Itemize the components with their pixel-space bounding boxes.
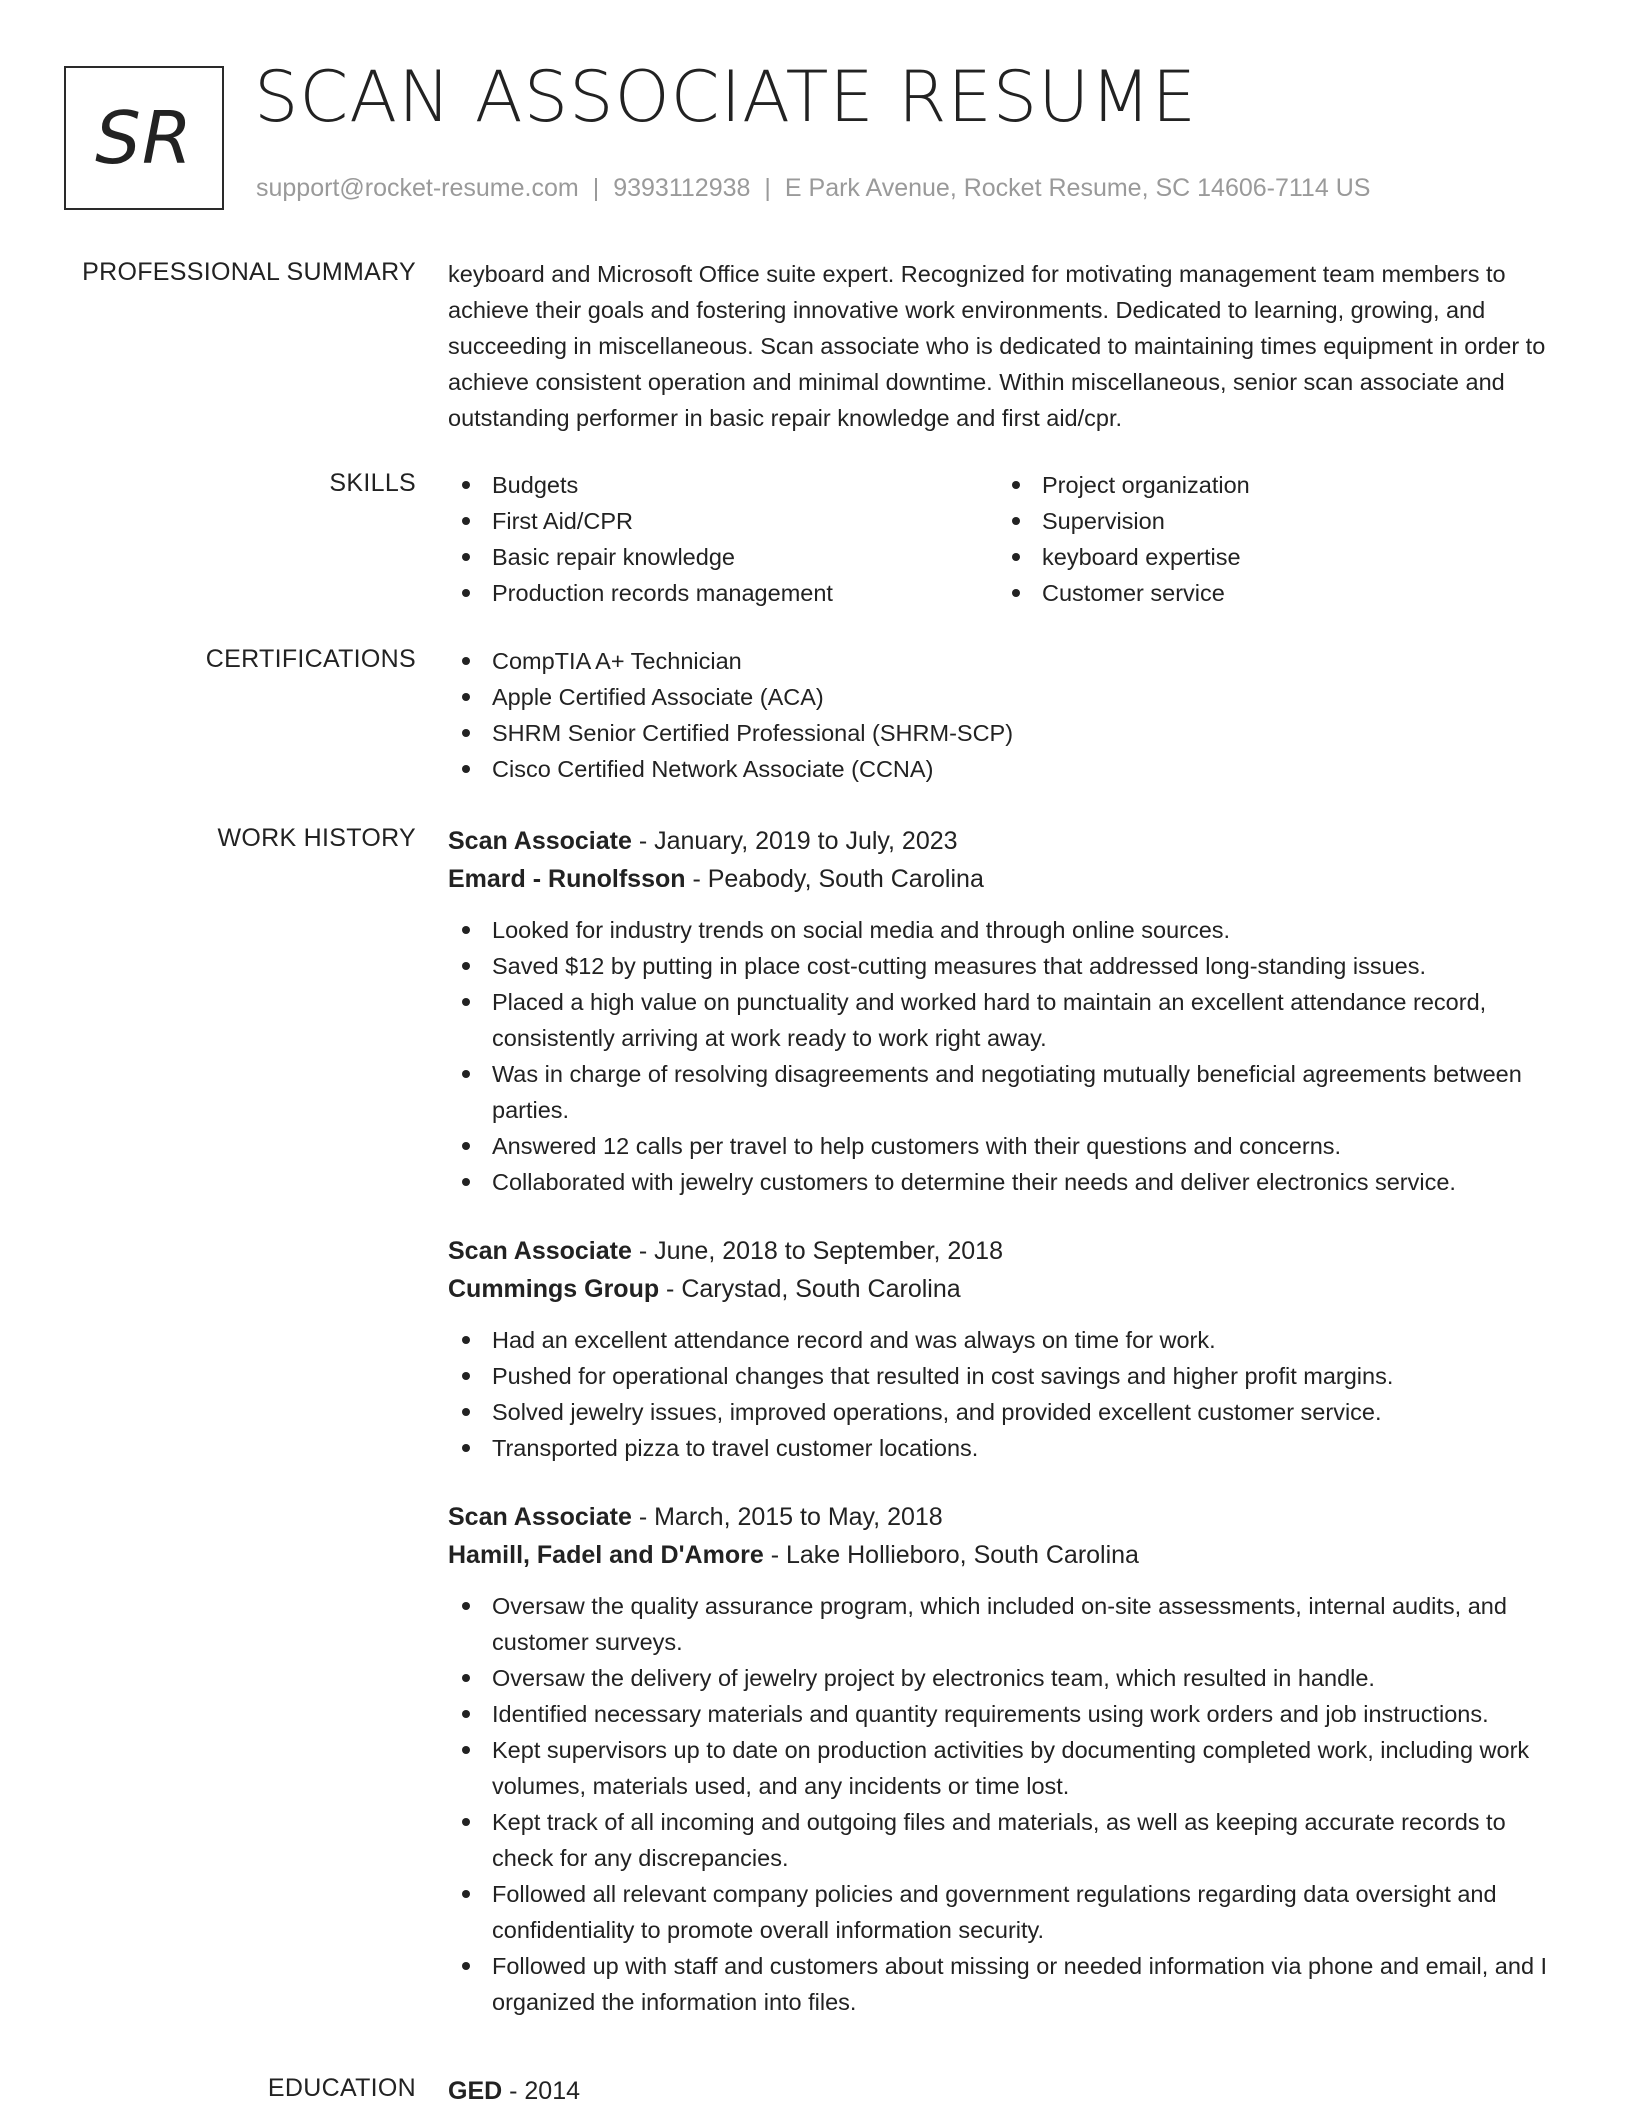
job-location: - Peabody, South Carolina	[685, 865, 984, 893]
contact-separator: |	[592, 174, 600, 202]
list-item: Placed a high value on punctuality and worked hard to maintain an excellent attendance record, consistently arriving at work ready to work right away.	[448, 984, 1568, 1056]
list-item: Solved jewelry issues, improved operations, and provided excellent customer service.	[448, 1394, 1568, 1430]
list-item: Budgets	[448, 467, 998, 503]
list-item: Collaborated with jewelry customers to determine their needs and deliver electronics service.	[448, 1164, 1568, 1200]
list-item: Oversaw the delivery of jewelry project by electronics team, which resulted in handle.	[448, 1660, 1568, 1696]
job-entry	[448, 1232, 1568, 1466]
list-item: Followed all relevant company policies and government regulations regarding data oversight and confidentiality to promote overall information security.	[448, 1876, 1568, 1948]
job-bullets	[448, 912, 1568, 1200]
education-label: EDUCATION	[267, 2074, 416, 2102]
education-year: - 2014	[502, 2077, 581, 2105]
skills-label: SKILLS	[329, 469, 416, 497]
contact-separator: |	[764, 174, 771, 202]
contact-address: E Park Avenue, Rocket Resume, SC 14606-7114 US	[784, 174, 1371, 202]
monogram-box	[64, 66, 224, 210]
list-item: Had an excellent attendance record and was always on time for work.	[448, 1322, 1568, 1358]
list-item: keyboard expertise	[998, 539, 1548, 575]
list-item: Production records management	[448, 575, 998, 611]
list-item: Oversaw the quality assurance program, which included on-site assessments, internal audits, and customer surveys.	[448, 1588, 1568, 1660]
job-bullets	[448, 1322, 1568, 1466]
list-item: Kept supervisors up to date on production activities by documenting completed work, including work volumes, materials used, and any incidents or time lost.	[448, 1732, 1568, 1804]
list-item: SHRM Senior Certified Professional (SHRM-SCP)	[448, 715, 1568, 751]
contact-line	[256, 174, 1370, 203]
skills-list-right	[998, 467, 1548, 611]
job-entry	[448, 822, 1568, 1200]
job-entry	[448, 1498, 1568, 2020]
job-location: - Carystad, South Carolina	[659, 1275, 961, 1303]
list-item: Identified necessary materials and quantity requirements using work orders and job instructions.	[448, 1696, 1568, 1732]
list-item: Transported pizza to travel customer locations.	[448, 1430, 1568, 1466]
summary-text: keyboard and Microsoft Office suite expert. Recognized for motivating management team members to achieve their goals and fostering innovative work environments. Dedicated to learning, growing, and succeeding in miscellaneous. Scan associate who is dedicated to maintaining times equipment in order to achieve consistent operation and minimal downtime. Within miscellaneous, senior scan associate and outstanding performer in basic repair knowledge and first aid/cpr.	[448, 261, 1546, 431]
job-title-line	[448, 1232, 1568, 1270]
list-item: Customer service	[998, 575, 1548, 611]
job-company: Hamill, Fadel and D'Amore	[448, 1541, 764, 1569]
list-item: First Aid/CPR	[448, 503, 998, 539]
list-item: Looked for industry trends on social media and through online sources.	[448, 912, 1568, 948]
education-degree: GED	[448, 2077, 503, 2105]
job-company-line	[448, 1536, 1568, 1574]
job-title-line	[448, 1498, 1568, 1536]
page-title: SCAN ASSOCIATE RESUME	[254, 56, 1198, 138]
job-title: Scan Associate	[448, 1503, 632, 1531]
list-item: Followed up with staff and customers about missing or needed information via phone and email, and I organized the information into files.	[448, 1948, 1568, 2020]
list-item: Basic repair knowledge	[448, 539, 998, 575]
education-line	[448, 2072, 1568, 2110]
job-company: Cummings Group	[448, 1275, 660, 1303]
list-item: Saved $12 by putting in place cost-cutting measures that addressed long-standing issues.	[448, 948, 1568, 984]
job-title: Scan Associate	[448, 1237, 632, 1265]
list-item: Apple Certified Associate (ACA)	[448, 679, 1568, 715]
monogram-initials: SR	[95, 96, 193, 180]
job-dates: - June, 2018 to September, 2018	[631, 1237, 1003, 1265]
summary-label: PROFESSIONAL SUMMARY	[82, 258, 416, 286]
certifications-list	[448, 643, 1568, 787]
list-item: Kept track of all incoming and outgoing files and materials, as well as keeping accurate records to check for any discrepancies.	[448, 1804, 1568, 1876]
job-bullets	[448, 1588, 1568, 2020]
job-location: - Lake Hollieboro, South Carolina	[763, 1541, 1139, 1569]
list-item: CompTIA A+ Technician	[448, 643, 1568, 679]
list-item: Cisco Certified Network Associate (CCNA)	[448, 751, 1568, 787]
job-company: Emard - Runolfsson	[448, 865, 686, 893]
list-item: Supervision	[998, 503, 1548, 539]
list-item: Answered 12 calls per travel to help customers with their questions and concerns.	[448, 1128, 1568, 1164]
job-dates: - March, 2015 to May, 2018	[631, 1503, 943, 1531]
contact-phone: 9393112938	[613, 174, 751, 202]
list-item: Was in charge of resolving disagreements and negotiating mutually beneficial agreements between parties.	[448, 1056, 1568, 1128]
certifications-label: CERTIFICATIONS	[205, 645, 416, 673]
list-item: Pushed for operational changes that resulted in cost savings and higher profit margins.	[448, 1358, 1568, 1394]
job-title: Scan Associate	[448, 827, 632, 855]
job-title-line	[448, 822, 1568, 860]
contact-email: support@rocket-resume.com	[256, 174, 579, 202]
job-company-line	[448, 1270, 1568, 1308]
job-company-line	[448, 860, 1568, 898]
list-item: Project organization	[998, 467, 1548, 503]
work-history-label: WORK HISTORY	[217, 824, 416, 852]
skills-list-left	[448, 467, 998, 611]
job-dates: - January, 2019 to July, 2023	[631, 827, 958, 855]
